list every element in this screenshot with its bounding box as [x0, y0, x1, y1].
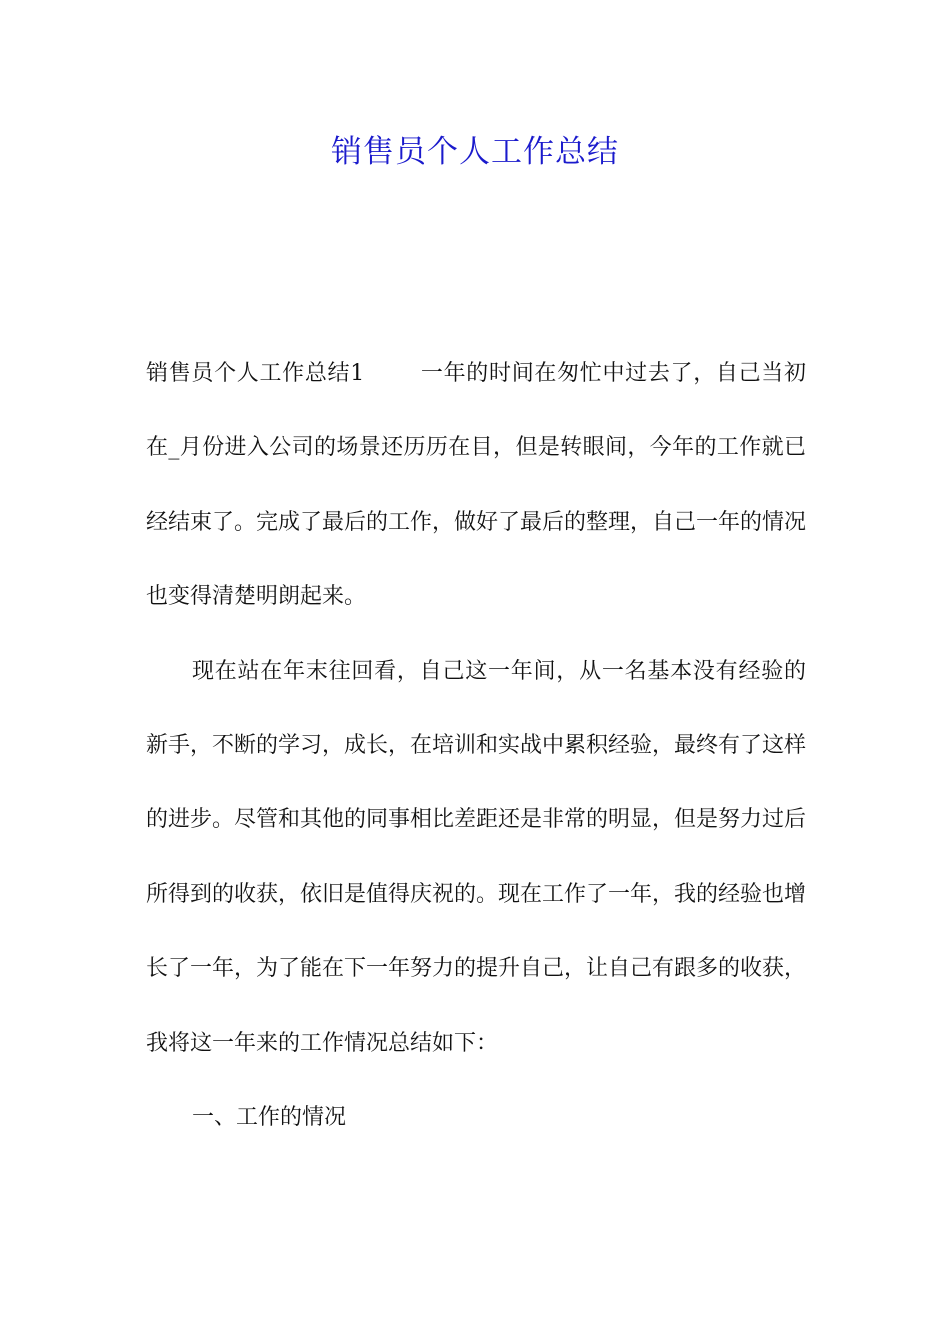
section-heading-1: 一、工作的情况 — [192, 1105, 347, 1131]
intro-heading: 销售员个人工作总结1 — [146, 361, 365, 386]
paragraph-1-text: 一年的时间在匆忙中过去了，自己当初在_月份进入公司的场景还历历在目，但是转眼间，今年的工作就已经结束了。完成了最后的工作，做好了最后的整理，自己一年的情况也变得清楚明朗起来。 — [146, 361, 807, 610]
paragraph-2: 现在站在年末往回看，自己这一年间，从一名基本没有经验的新手，不断的学习，成长，在培训和实战中累积经验，最终有了这样的进步。尽管和其他的同事相比差距还是非常的明显，但是努力过后所得到的收获，依旧是值得庆祝的。现在工作了一年，我的经验也增长了一年，为了能在下一年努力的提升自己，让自己有跟多的收获，我将这一年来的工作情况总结如下： — [146, 658, 807, 1056]
paragraph-intro — [146, 337, 806, 635]
document-body — [146, 337, 806, 1155]
document-title: 销售员个人工作总结 — [331, 134, 619, 170]
